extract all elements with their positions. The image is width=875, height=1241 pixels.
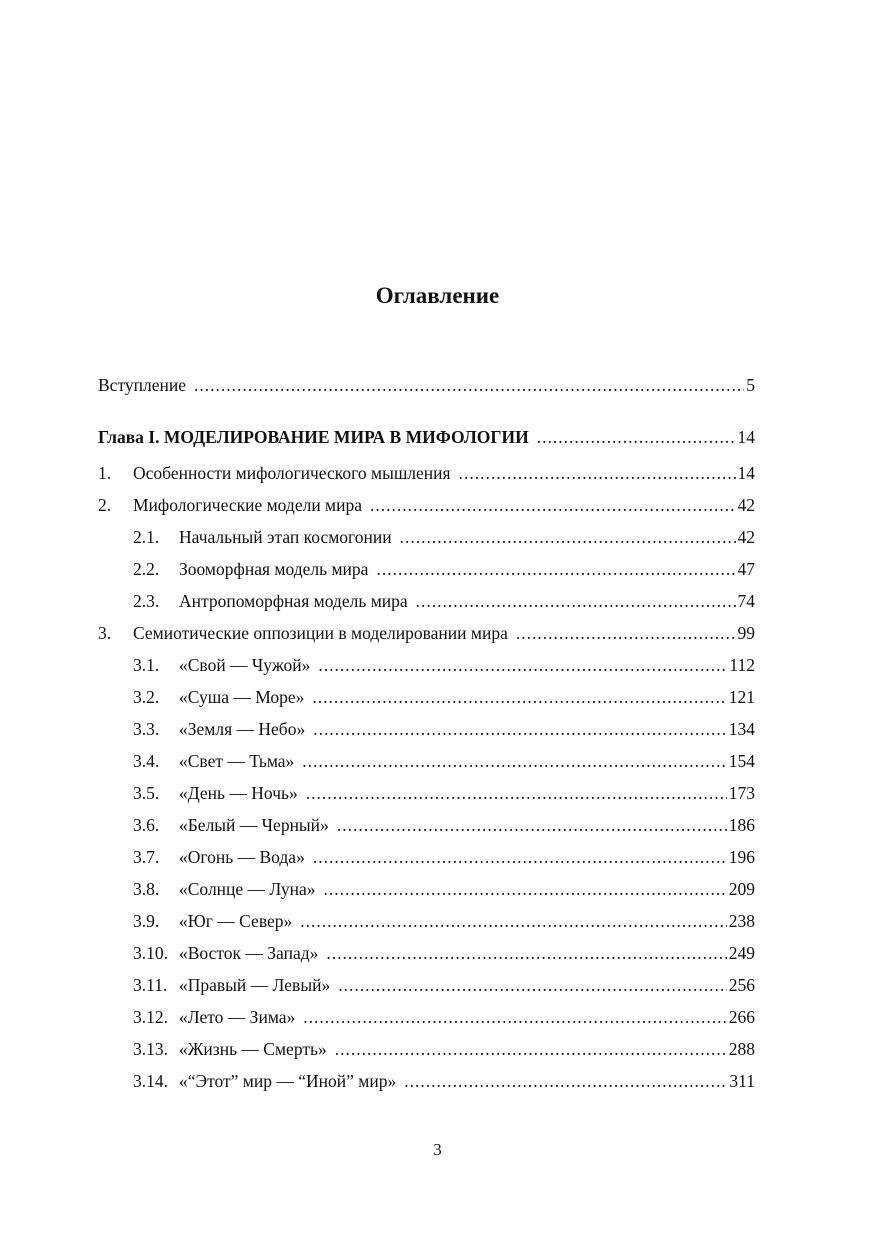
- toc-entry-page: 112: [729, 655, 755, 675]
- toc-entry-number: 3.14.: [133, 1071, 168, 1091]
- dot-leader: [370, 494, 735, 516]
- toc-entry: [98, 426, 755, 448]
- toc-entry-number: 3.5.: [133, 783, 160, 803]
- toc-entry: [98, 654, 755, 676]
- toc-entry-title: «Солнце — Луна»: [179, 879, 316, 899]
- toc-entry-page: 14: [737, 463, 755, 483]
- toc-entry: [98, 526, 755, 548]
- dot-leader: [338, 974, 727, 996]
- toc-entry: [98, 558, 755, 580]
- dot-leader: [337, 814, 727, 836]
- toc-entry-number: 3.4.: [133, 751, 160, 771]
- toc-entry-title: «День — Ночь»: [179, 783, 298, 803]
- toc-entry: [98, 974, 755, 996]
- toc-entry-page: 47: [737, 559, 755, 579]
- dot-leader: [516, 622, 736, 644]
- dot-leader: [324, 878, 727, 900]
- toc-entry-number: 3.6.: [133, 815, 160, 835]
- toc-entry-page: 288: [728, 1039, 755, 1059]
- toc-entry-page: 196: [728, 847, 755, 867]
- toc-entry: [98, 942, 755, 964]
- toc-entry-number: 1.: [98, 463, 112, 483]
- toc-entry-page: 154: [728, 751, 755, 771]
- dot-leader: [318, 654, 727, 676]
- dot-leader: [306, 782, 727, 804]
- toc-entry-title: «Жизнь — Смерть»: [179, 1039, 327, 1059]
- toc-entry-page: 99: [737, 623, 755, 643]
- toc-entry-number: 3.2.: [133, 687, 160, 707]
- toc-entry-title: «Земля — Небо»: [179, 719, 306, 739]
- toc-entry: [98, 1006, 755, 1028]
- dot-leader: [194, 374, 744, 396]
- toc-entry-page: 134: [728, 719, 755, 739]
- toc-entry-title: Особенности мифологического мышления: [133, 463, 451, 483]
- toc-entry-title: Семиотические оппозиции в моделировании мира: [133, 623, 508, 643]
- dot-leader: [335, 1038, 727, 1060]
- toc-entry-title: Вступление: [98, 375, 186, 395]
- toc-entry-title: «Белый — Черный»: [179, 815, 329, 835]
- toc-entry-page: 209: [728, 879, 755, 899]
- toc-entry-number: 3.3.: [133, 719, 160, 739]
- dot-leader: [416, 590, 736, 612]
- toc-entry-page: 42: [737, 495, 755, 515]
- dot-leader: [376, 558, 735, 580]
- toc-entry: [98, 590, 755, 612]
- toc-entry-page: 311: [729, 1071, 755, 1091]
- toc-entry-number: 3.13.: [133, 1039, 168, 1059]
- toc-entry: [98, 750, 755, 772]
- toc-entry-number: 3.11.: [133, 975, 168, 995]
- dot-leader: [302, 750, 726, 772]
- toc-entry: [98, 686, 755, 708]
- dot-leader: [400, 526, 736, 548]
- dot-leader: [312, 686, 726, 708]
- toc-entry-page: 42: [737, 527, 755, 547]
- toc-entry-title: «Огонь — Вода»: [179, 847, 305, 867]
- toc-entry-title: Антропоморфная модель мира: [179, 591, 408, 611]
- toc-entry: [98, 910, 755, 932]
- toc-entry-title: «Правый — Левый»: [179, 975, 331, 995]
- toc-entry: [98, 1070, 755, 1092]
- toc-entry-title: «Лето — Зима»: [179, 1007, 296, 1027]
- toc-entry-page: 238: [728, 911, 755, 931]
- toc-entry-page: 186: [728, 815, 755, 835]
- toc-entry-page: 121: [728, 687, 755, 707]
- toc-entry-title: Начальный этап космогонии: [179, 527, 392, 547]
- toc-entry-page: 74: [737, 591, 755, 611]
- dot-leader: [313, 718, 727, 740]
- toc-entry-number: 3.7.: [133, 847, 160, 867]
- toc-entry: [98, 1038, 755, 1060]
- toc-entry-number: 3.9.: [133, 911, 160, 931]
- toc-entry-page: 173: [728, 783, 755, 803]
- toc-entry-title: Мифологические модели мира: [133, 495, 363, 515]
- toc-entry: [98, 846, 755, 868]
- toc-entry-number: 2.1.: [133, 527, 160, 547]
- toc-entry-page: 14: [737, 427, 755, 447]
- toc-entry-number: 3.1.: [133, 655, 160, 675]
- dot-leader: [313, 846, 727, 868]
- toc-entry-number: 3.12.: [133, 1007, 168, 1027]
- toc-entry-title: «Юг — Север»: [179, 911, 293, 931]
- toc-entry-page: 249: [728, 943, 755, 963]
- toc-entry: [98, 814, 755, 836]
- dot-leader: [303, 1006, 726, 1028]
- toc-entry-title: «Свет — Тьма»: [179, 751, 295, 771]
- toc-entry: [98, 782, 755, 804]
- dot-leader: [537, 426, 736, 448]
- toc-entry: [98, 462, 755, 484]
- toc-entry: [98, 622, 755, 644]
- toc-entry: [98, 374, 755, 396]
- dot-leader: [300, 910, 727, 932]
- page-title: Оглавление: [375, 283, 500, 308]
- toc-entry-title: «Суша — Море»: [179, 687, 305, 707]
- toc-entry-title: «Восток — Запад»: [179, 943, 319, 963]
- dot-leader: [404, 1070, 727, 1092]
- toc-entry-page: 266: [728, 1007, 755, 1027]
- toc-entry-title: «“Этот” мир — “Иной” мир»: [179, 1071, 397, 1091]
- toc-entry-title: Глава I. МОДЕЛИРОВАНИЕ МИРА В МИФОЛОГИИ: [98, 427, 529, 447]
- toc-entry-number: 3.: [98, 623, 112, 643]
- toc-entry: [98, 878, 755, 900]
- toc-entry-number: 3.8.: [133, 879, 160, 899]
- toc-entry-page: 256: [728, 975, 755, 995]
- toc-entry-page: 5: [746, 375, 755, 395]
- dot-leader: [326, 942, 726, 964]
- toc-entry: [98, 494, 755, 516]
- toc-entry-number: 3.10.: [133, 943, 168, 963]
- dot-leader: [459, 462, 736, 484]
- page-number: 3: [433, 1140, 442, 1159]
- toc-entry-number: 2.: [98, 495, 112, 515]
- toc-entry-title: «Свой — Чужой»: [179, 655, 311, 675]
- toc-entry-number: 2.2.: [133, 559, 160, 579]
- toc-entry-number: 2.3.: [133, 591, 160, 611]
- toc-entry: [98, 718, 755, 740]
- toc-entry-title: Зооморфная модель мира: [179, 559, 369, 579]
